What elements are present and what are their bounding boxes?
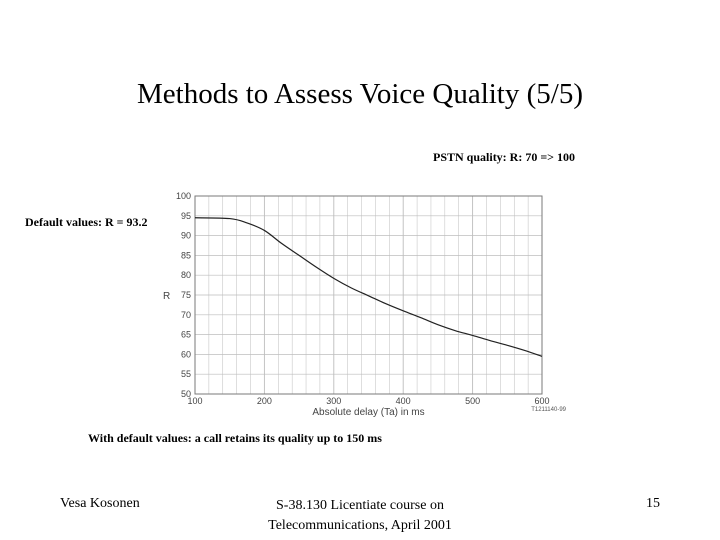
chart-grid	[195, 196, 542, 394]
r-vs-delay-chart	[150, 188, 575, 423]
footer-course	[240, 496, 480, 536]
x-tick-label: 200	[256, 396, 272, 406]
figure-code: T1211140-99	[531, 407, 566, 413]
y-tick-label: 100	[175, 191, 191, 201]
x-tick-labels	[187, 396, 549, 406]
y-tick-label: 65	[180, 329, 191, 340]
x-axis-label: Absolute delay (Ta) in ms	[312, 407, 425, 418]
y-tick-labels	[176, 191, 191, 399]
pstn-quality-note: PSTN quality: R: 70 => 100	[433, 150, 576, 164]
footer-page-number: 15	[646, 496, 660, 511]
y-tick-label: 50	[180, 389, 191, 399]
y-tick-label: 60	[180, 349, 191, 360]
quality-retention-note: With default values: a call retains its quality up to 150 ms	[88, 431, 382, 445]
y-tick-label: 75	[180, 290, 191, 300]
footer-author: Vesa Kosonen	[60, 496, 140, 511]
y-tick-label: 95	[180, 210, 191, 221]
y-tick-label: 80	[180, 270, 191, 281]
default-values-note: Default values: R = 93.2	[25, 215, 148, 229]
y-axis-label: R	[163, 291, 171, 302]
x-tick-label: 100	[187, 396, 203, 406]
y-tick-label: 55	[180, 369, 191, 380]
r-curve-line	[195, 218, 542, 357]
footer-course-line1: S-38.130 Licentiate course on	[276, 498, 444, 513]
footer-course-line2: Telecommunications, April 2001	[268, 518, 452, 533]
x-tick-label: 400	[395, 396, 411, 406]
chart-series	[195, 218, 542, 357]
x-tick-label: 300	[326, 396, 342, 406]
y-tick-label: 90	[180, 230, 191, 241]
x-tick-label: 600	[534, 396, 550, 406]
x-tick-label: 500	[465, 396, 481, 406]
y-tick-label: 70	[180, 309, 191, 320]
y-tick-label: 85	[180, 250, 191, 261]
slide-title: Methods to Assess Voice Quality (5/5)	[136, 78, 583, 110]
